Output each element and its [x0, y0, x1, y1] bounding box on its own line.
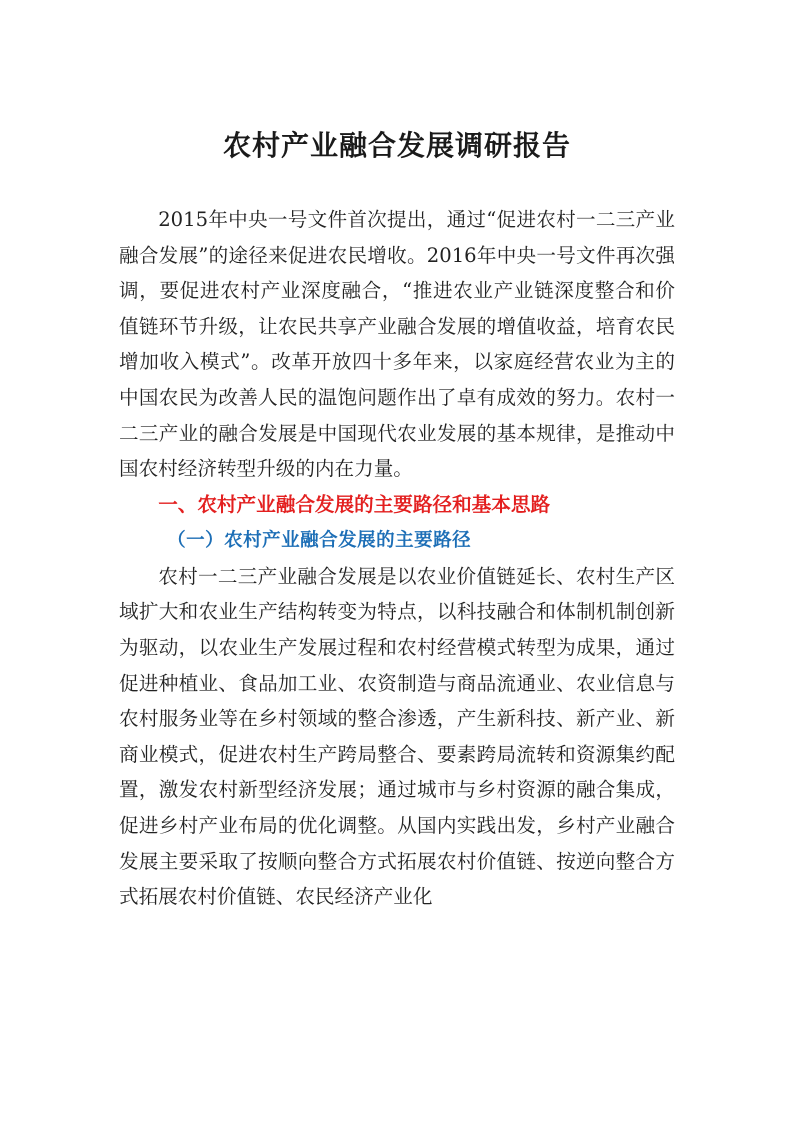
- document-body: [119, 124, 675, 915]
- body-paragraph: 农村一二三产业融合发展是以农业价值链延长、农村生产区域扩大和农业生产结构转变为特点，以科技融合和体制机制创新为驱动，以农业生产发展过程和农村经营模式转型为成果，通过促进种植业、食品加工业、农资制造与商品流通业、农业信息与农村服务业等在乡村领域的整合渗透，产生新科技、新产业、新商业模式，促进农村生产跨局整合、要素跨局流转和资源集约配置，激发农村新型经济发展；通过城市与乡村资源的融合集成，促进乡村产业布局的优化调整。从国内实践出发，乡村产业融合发展主要采取了按顺向整合方式拓展农村价值链、按逆向整合方式拓展农村价值链、农民经济产业化: [119, 564, 675, 909]
- subsection-heading: （一）农村产业融合发展的主要路径: [167, 529, 472, 551]
- intro-paragraph: 2015年中央一号文件首次提出，通过“促进农村一二三产业融合发展”的途径来促进农民增收。2016年中央一号文件再次强调，要促进农村产业深度融合，“推进农业产业链深度整合和价值链环节升级，让农民共享产业融合发展的增值收益，培育农民增加收入模式”。改革开放四十多年来，以家庭经营农业为主的中国农民为改善人民的温饱问题作出了卓有成效的努力。农村一二三产业的融合发展是中国现代农业发展的基本规律，是推动中国农村经济转型升级的内在力量。: [119, 208, 675, 481]
- section-heading: 一、农村产业融合发展的主要路径和基本思路: [158, 492, 551, 516]
- document-title: 农村产业融合发展调研报告: [222, 129, 571, 162]
